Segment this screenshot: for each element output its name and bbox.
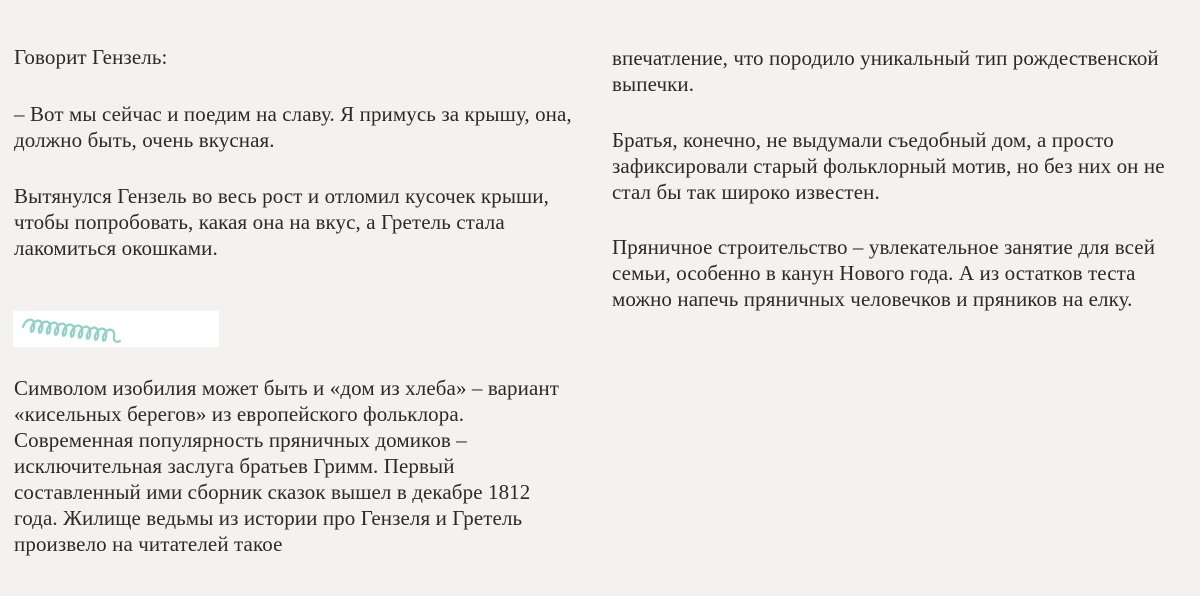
paragraph: Вытянулся Гензель во весь рост и отломил кусочек крыши, чтобы попробовать, какая она на вкус, а Гретель стала лакомиться окошками.	[14, 184, 549, 260]
paragraph: Братья, конечно, не выдумали съедобный дом, а просто зафиксировали старый фольклорный мотив, но без них он не стал бы так широко известен.	[612, 128, 1165, 204]
paragraph: Пряничное строительство – увлекательное занятие для всей семьи, особенно в канун Нового года. А из остатков теста можно напечь пряничных человечков и пряников на елку.	[612, 235, 1156, 311]
paragraph: Символом изобилия может быть и «дом из хлеба» – вариант «кисельных берегов» из европейского фольклора. Современная популярность пряничных домиков – исключительная заслуга братьев Гримм. Первый составленный ими сборник сказок вышел в декабре 1812 года. Жилище ведьмы из истории про Гензеля и Гретель произвело на читателей такое	[14, 376, 559, 556]
paragraph: – Вот мы сейчас и поедим на славу. Я примусь за крышу, она, должно быть, очень вкусная.	[14, 102, 572, 152]
paragraph: впечатление, что породило уникальный тип рождественской выпечки.	[612, 46, 1159, 96]
paragraph: Говорит Гензель:	[14, 45, 168, 69]
squiggle-divider-icon	[13, 311, 219, 347]
